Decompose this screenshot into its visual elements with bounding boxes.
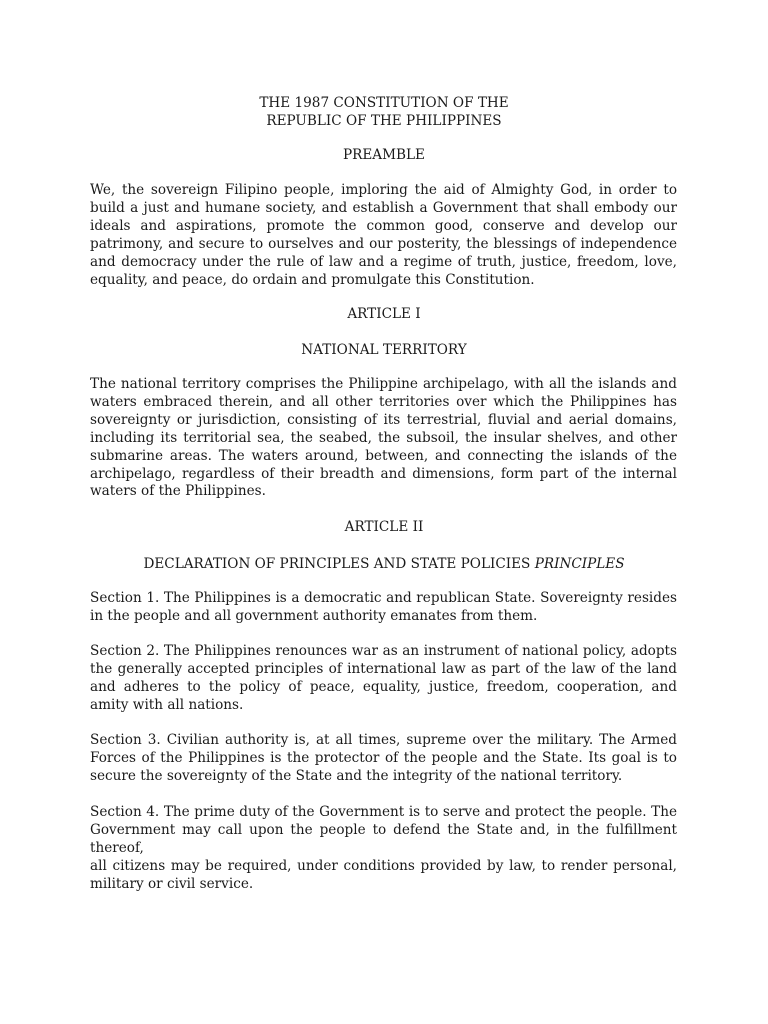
title-line-2: REPUBLIC OF THE PHILIPPINES — [266, 113, 502, 129]
section-3: Section 3. Civilian authority is, at all times, supreme over the military. The Armed Forces of the Philippines is the protector of the people and the State. Its goal is to secure the sovereignty of the State and the integrity of the national territory. — [90, 732, 677, 784]
article-2-subheading — [0, 555, 768, 573]
section-4-part-1: Section 4. The prime duty of the Government is to serve and protect the people. The Government may call upon the people to defend the State and, in the fulfillment thereof, — [90, 804, 677, 856]
article-1-heading: ARTICLE I — [347, 306, 421, 322]
section-2: Section 2. The Philippines renounces war as an instrument of national policy, adopts the generally accepted principles of international law as part of the law of the land and adheres to the policy of peace, equality, justice, freedom, cooperation, and amity with all nations. — [90, 643, 677, 713]
article-2-subheading-italic: PRINCIPLES — [534, 556, 625, 572]
title-line-1: THE 1987 CONSTITUTION OF THE — [259, 95, 509, 111]
document-title — [0, 94, 768, 130]
article-1-text: The national territory comprises the Philippine archipelago, with all the islands and waters embraced therein, and all other territories over which the Philippines has sovereignty or jurisdiction, consisting of its terrestrial, fluvial and aerial domains, including its territorial sea, the seabed, the subsoil, the insular shelves, and other submarine areas. The waters around, between, and connecting the islands of the archipelago, regardless of their breadth and dimensions, form part of the internal waters of the Philippines. — [90, 376, 677, 500]
article-2-heading: ARTICLE II — [344, 519, 424, 535]
section-1: Section 1. The Philippines is a democratic and republican State. Sovereignty resides in the people and all government authority emanates from them. — [90, 590, 677, 624]
article-1-subheading: NATIONAL TERRITORY — [301, 342, 467, 358]
preamble-text: We, the sovereign Filipino people, imploring the aid of Almighty God, in order to build a just and humane society, and establish a Government that shall embody our ideals and aspirations, promote the common good, conserve and develop our patrimony, and secure to ourselves and our posterity, the blessings of independence and democracy under the rule of law and a regime of truth, justice, freedom, love, equality, and peace, do ordain and promulgate this Constitution. — [90, 182, 677, 288]
section-4-part-2: all citizens may be required, under conditions provided by law, to render personal, military or civil service. — [90, 858, 677, 892]
preamble-heading: PREAMBLE — [343, 147, 425, 163]
article-2-subheading-text: DECLARATION OF PRINCIPLES AND STATE POLICIES — [143, 556, 531, 572]
